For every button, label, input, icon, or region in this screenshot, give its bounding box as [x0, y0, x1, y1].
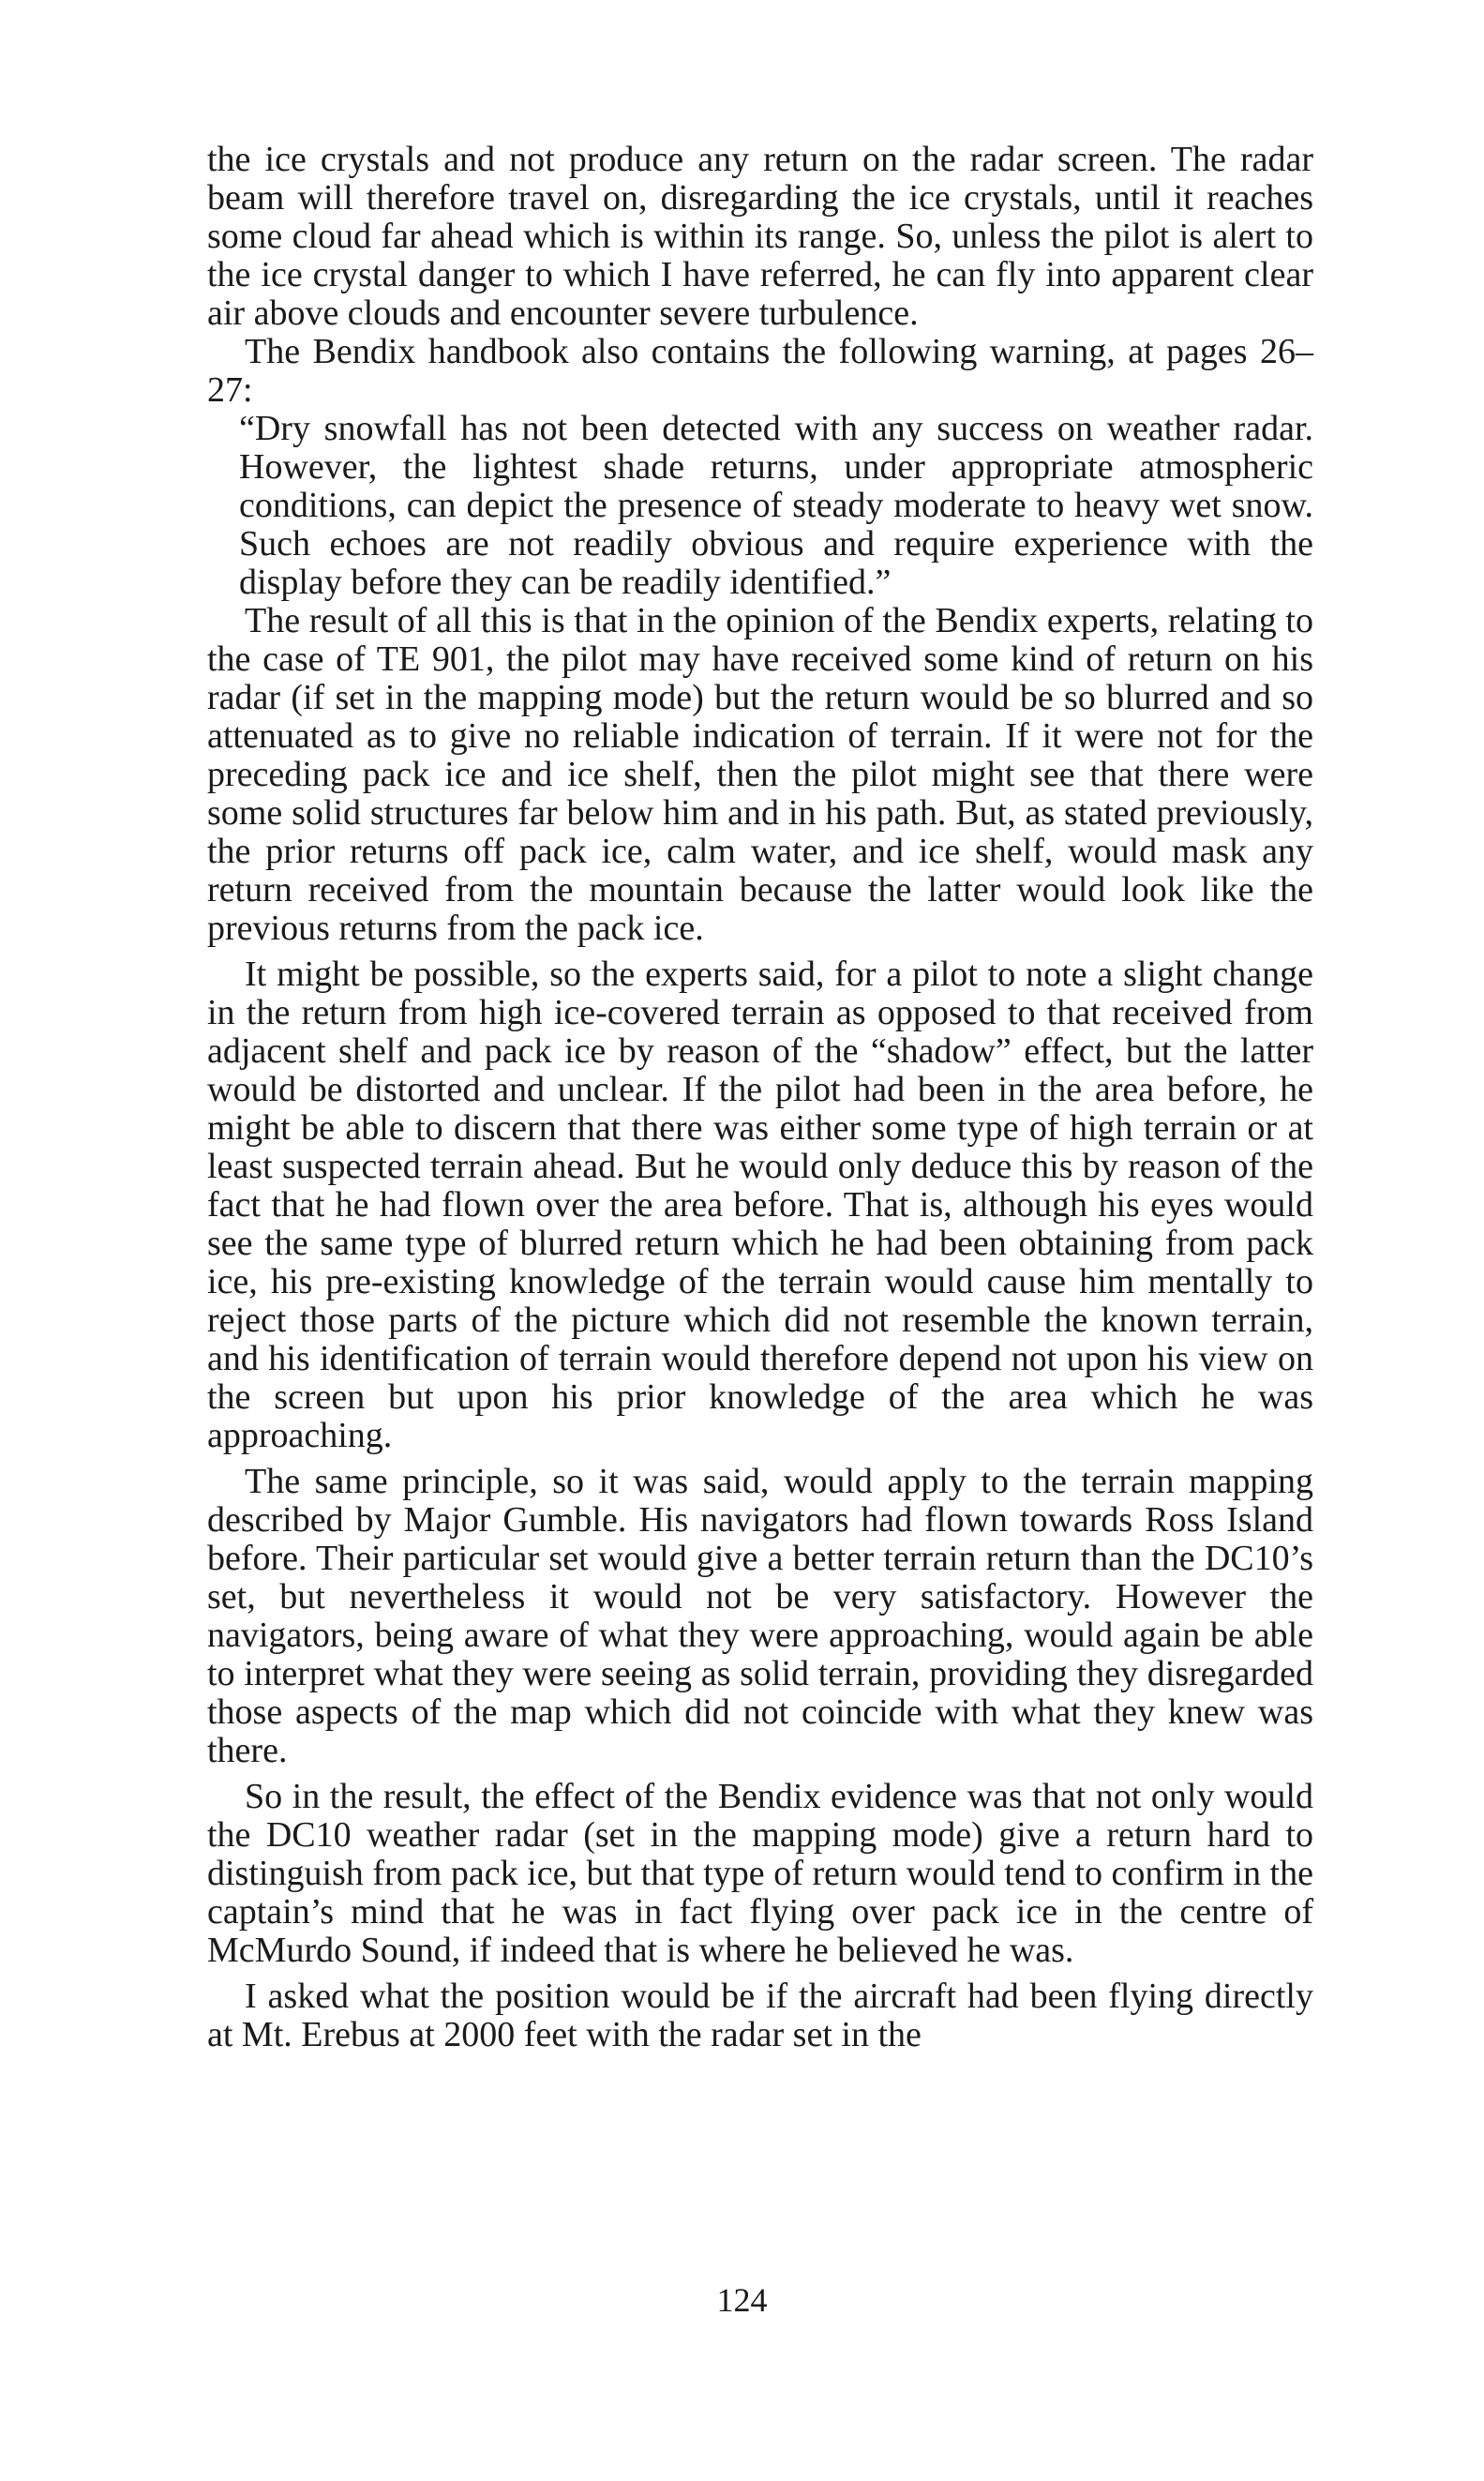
page-number: 124 — [716, 2281, 768, 2319]
paragraph-bendix-warning-intro: The Bendix handbook also contains the following warning, at pages 26–27: — [207, 332, 1313, 410]
paragraph-shadow-effect: It might be possible, so the experts said, for a pilot to note a slight change in the return from high ice-covered terrain as opposed to that received from adjacent shelf and pack ice by reason of the “shadow” effect, but the latter would be distorted and unclear. If the pilot had been in the area before, he might be able to discern that there was either some type of high terrain or at least suspected terrain ahead. But he would only deduce this by reason of the fact that he had flown over the area before. That is, although his eyes would see the same type of blurred return which he had been obtaining from pack ice, his pre-existing knowledge of the terrain would cause him mentally to reject those parts of the picture which did not resemble the known terrain, and his identification of terrain would therefore depend not upon his view on the screen but upon his prior knowledge of the area which he was approaching. — [207, 955, 1313, 1455]
paragraph-bendix-result: So in the result, the effect of the Bendix evidence was that not only would the DC10 weather radar (set in the mapping mode) give a return hard to distinguish from pack ice, but that type of return would tend to confirm in the captain’s mind that he was in fact flying over pack ice in the centre of McMurdo Sound, if indeed that is where he believed he was. — [207, 1777, 1313, 1970]
paragraph-erebus-question: I asked what the position would be if the aircraft had been flying directly at Mt. Erebus at 2000 feet with the radar set in the — [207, 1977, 1313, 2054]
paragraph-expert-opinion: The result of all this is that in the opinion of the Bendix experts, relating to the case of TE 901, the pilot may have received some kind of return on his radar (if set in the mapping mode) but the return would be so blurred and so attenuated as to give no reliable indication of terrain. If it were not for the preceding pack ice and ice shelf, then the pilot might see that there were some solid structures far below him and in his path. But, as stated previously, the prior returns off pack ice, calm water, and ice shelf, would mask any return received from the mountain because the latter would look like the previous returns from the pack ice. — [207, 601, 1313, 948]
block-quote-dry-snowfall: “Dry snowfall has not been detected with any success on weather radar. However, the lightest shade returns, under appropriate atmospheric conditions, can depict the presence of steady moderate to heavy wet snow. Such echoes are not readily obvious and require experience with the display before they can be readily identified.” — [239, 409, 1313, 602]
page-body — [207, 141, 1313, 2054]
paragraph-continuation: the ice crystals and not produce any return on the radar screen. The radar beam will therefore travel on, disregarding the ice crystals, until it reaches some cloud far ahead which is within its range. So, unless the pilot is alert to the ice crystal danger to which I have referred, he can fly into apparent clear air above clouds and encounter severe turbulence. — [207, 140, 1313, 333]
paragraph-major-gumble: The same principle, so it was said, would apply to the terrain mapping described by Major Gumble. His navigators had flown towards Ross Island before. Their particular set would give a better terrain return than the DC10’s set, but nevertheless it would not be very satisfactory. However the navigators, being aware of what they were approaching, would again be able to interpret what they were seeing as solid terrain, providing they disregarded those aspects of the map which did not coincide with what they knew was there. — [207, 1462, 1313, 1770]
